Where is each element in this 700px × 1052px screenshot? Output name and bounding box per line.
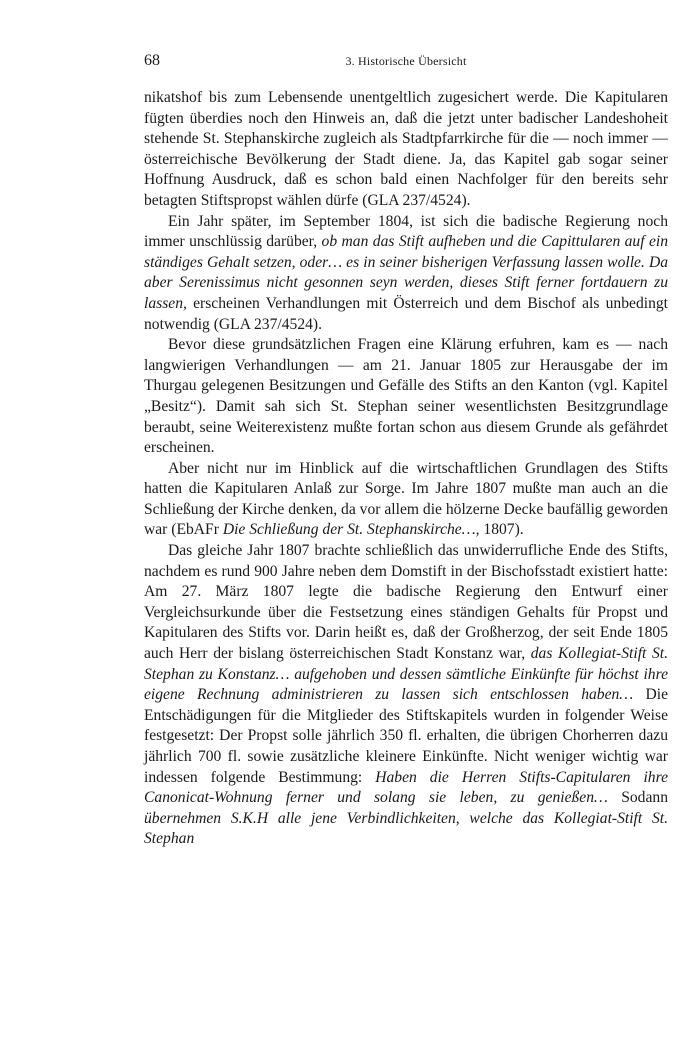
paragraph xyxy=(144,88,668,212)
text-run: Das gleiche Jahr 1807 brachte schließlich das unwiderrufliche Ende des Stifts, nachdem es rund 900 Jahre neben dem Domstift in der Bischofsstadt existiert hatte: Am 27. März 1807 legte die badische Regierung den Entwurf einer Vergleichsurkunde über die Festsetzung eines ständigen Gehalts für Propst und Kapitularen des Stifts vor. Darin heißt es, daß der Großherzog, der seit Ende 1805 auch Herr der bislang österreichischen Stadt Konstanz war, xyxy=(144,542,668,663)
running-title: 3. Historische Übersicht xyxy=(345,54,467,68)
italic-quote: das Kollegiat-Stift St. Stephan zu Konstanz… aufgehoben und dessen sämtliche Einkünfte für höchst ihre eigene Rechnung administrieren zu lassen sich entschlossen haben… xyxy=(144,645,668,704)
paragraph xyxy=(144,212,668,336)
text-run: Bevor diese grundsätzlichen Fragen eine Klärung erfuhren, kam es — nach langwierigen Verhandlungen — am 21. Januar 1805 zur Herausgabe der im Thurgau gelegenen Besitzungen und Gefälle des Stifts an den Kanton (vgl. Kapitel „Besitz“). Damit sah sich St. Stephan seiner wesentlichsten Besitzgrundlage beraubt, seine Weiterexistenz mußte fortan schon aus diesem Grunde als gefährdet erscheinen. xyxy=(144,336,668,457)
text-run: Die Entschädigungen für die Mitglieder des Stiftskapitels wurden in folgender Weise festgesetzt: Der Propst solle jährlich 350 fl. erhalten, die übrigen Chorherren dazu jährlich 700 fl. sowie zusätzliche kleinere Einkünfte. Nicht weniger wichtig war indessen folgende Bestimmung: xyxy=(144,686,669,786)
italic-quote: Die Schließung der St. Stephanskirche… xyxy=(222,521,476,539)
paragraph xyxy=(144,541,668,850)
italic-quote: übernehmen S.K.H alle jene Verbindlichkeiten, welche das Kollegiat-Stift St. Stephan xyxy=(144,809,668,848)
text-run: Ein Jahr später, im September 1804, ist sich die badische Regierung noch immer unschlüssig darüber, xyxy=(144,212,668,251)
italic-quote: ob man das Stift aufheben und die Capittularen auf ein ständiges Gehalt setzen, oder… es in seiner bisherigen Verfassung lassen wolle. Da aber Serenissimus nicht gesonnen seyn werden, dieses Stift ferner fortdauern zu lassen, xyxy=(144,233,668,312)
body-text xyxy=(144,88,668,850)
paragraph xyxy=(144,459,668,541)
text-run: nikatshof bis zum Lebensende unentgeltlich zugesichert werde. Die Kapitularen fügten überdies noch den Hinweis an, daß die jetzt unter badischer Landeshoheit stehende St. Stephanskirche zugleich als Stadtpfarrkirche für die — noch immer — österreichische Bevölkerung der Stadt diene. Ja, das Kapitel gab sogar seiner Hoffnung Ausdruck, daß es schon bald einen Nachfolger für den bereits sehr betagten Stiftspropst wählen dürfe (GLA 237/4524). xyxy=(144,89,668,209)
page-header xyxy=(144,52,668,72)
text-run: erscheinen Verhandlungen mit Österreich und dem Bischof als unbedingt notwendig (GLA 237/4524). xyxy=(144,294,668,333)
paragraph xyxy=(144,335,668,459)
text-run: Aber nicht nur im Hinblick auf die wirtschaftlichen Grundlagen des Stifts hatten die Kapitularen Anlaß zur Sorge. Im Jahre 1807 mußte man auch an die Schließung der Kirche denken, da vor allem die hölzerne Decke baufällig geworden war (EbAFr xyxy=(144,459,668,539)
italic-quote: Haben die Herren Stifts-Capitularen ihre Canonicat-Wohnung ferner und solang sie leben, zu genießen… xyxy=(144,768,668,807)
text-run: Sodann xyxy=(607,789,668,807)
page-number: 68 xyxy=(144,52,160,69)
text-run: , 1807). xyxy=(475,521,524,539)
